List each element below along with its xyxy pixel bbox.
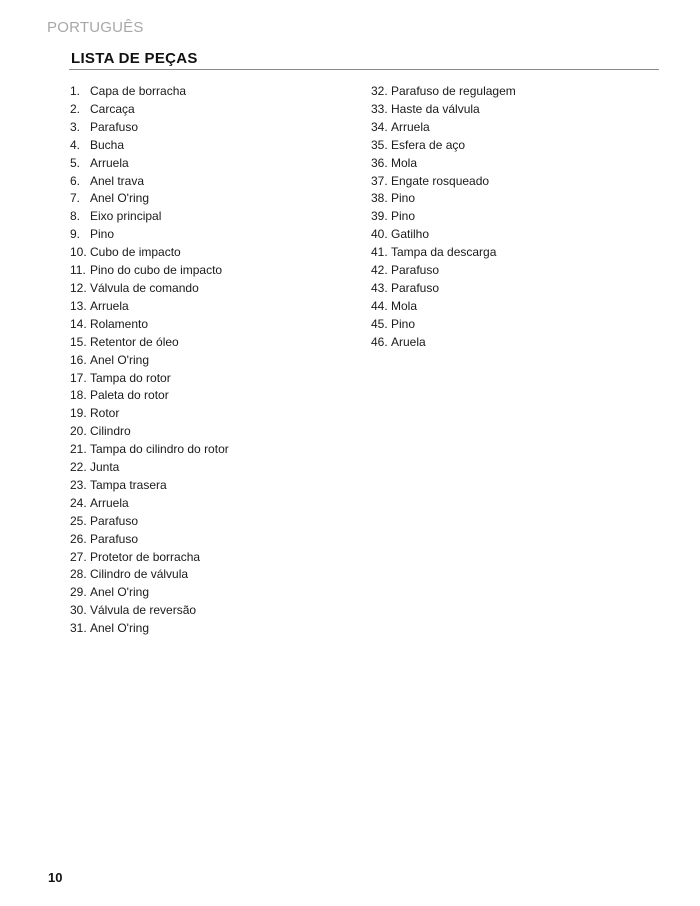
part-list-item	[70, 101, 350, 119]
part-number: 10.	[70, 245, 87, 260]
part-number: 6.	[70, 173, 81, 188]
part-number: 17.	[70, 370, 87, 385]
part-number: 43.	[371, 280, 388, 295]
part-list-item	[70, 137, 350, 155]
part-number: 46.	[371, 334, 388, 349]
part-list-item	[70, 477, 350, 495]
part-name: Arruela	[90, 495, 129, 510]
part-name: Engate rosqueado	[391, 173, 490, 188]
part-list-item	[371, 208, 651, 226]
part-name: Tampa trasera	[90, 477, 167, 492]
part-name: Anel O'ring	[90, 585, 149, 600]
part-number: 2.	[70, 101, 81, 116]
language-label: PORTUGUÊS	[47, 19, 144, 36]
part-list-item	[70, 370, 350, 388]
part-name: Pino	[391, 191, 416, 206]
part-list-item	[70, 262, 350, 280]
part-number: 16.	[70, 352, 87, 367]
part-number: 27.	[70, 549, 87, 564]
part-number: 24.	[70, 495, 87, 510]
part-number: 3.	[70, 119, 81, 134]
part-name: Pino	[90, 227, 115, 242]
part-number: 22.	[70, 460, 87, 475]
part-list-item	[70, 352, 350, 370]
part-list-item	[70, 620, 350, 638]
part-name: Mola	[391, 155, 418, 170]
part-number: 36.	[371, 155, 388, 170]
part-name: Parafuso	[90, 119, 139, 134]
part-name: Válvula de reversão	[90, 603, 197, 618]
part-number: 8.	[70, 209, 81, 224]
part-list-item	[70, 244, 350, 262]
part-list-item	[70, 316, 350, 334]
part-name: Pino	[391, 209, 416, 224]
part-number: 21.	[70, 442, 87, 457]
part-name: Gatilho	[391, 227, 430, 242]
part-list-item	[70, 584, 350, 602]
part-number: 42.	[371, 263, 388, 278]
part-number: 40.	[371, 227, 388, 242]
part-number: 35.	[371, 137, 388, 152]
part-number: 5.	[70, 155, 81, 170]
part-list-item	[70, 119, 350, 137]
part-name: Arruela	[391, 119, 430, 134]
part-name: Pino do cubo de impacto	[90, 263, 223, 278]
part-name: Parafuso	[391, 263, 440, 278]
part-name: Arruela	[90, 155, 129, 170]
part-list-item	[70, 441, 350, 459]
part-list-item	[70, 423, 350, 441]
part-number: 9.	[70, 227, 81, 242]
part-number: 38.	[371, 191, 388, 206]
part-list-item	[371, 334, 651, 352]
part-name: Anel O'ring	[90, 191, 149, 206]
part-list-item	[70, 190, 350, 208]
part-number: 39.	[371, 209, 388, 224]
part-number: 32.	[371, 84, 388, 98]
part-number: 26.	[70, 531, 87, 546]
part-name: Rolamento	[90, 316, 149, 331]
part-list-item	[70, 155, 350, 173]
part-list-item	[70, 513, 350, 531]
part-name: Parafuso	[90, 531, 139, 546]
part-number: 29.	[70, 585, 87, 600]
part-list-item	[371, 83, 651, 101]
part-list-item	[371, 226, 651, 244]
part-name: Bucha	[90, 137, 125, 152]
part-list-item	[371, 101, 651, 119]
part-list-item	[70, 566, 350, 584]
part-list-item	[70, 226, 350, 244]
part-name: Parafuso	[90, 513, 139, 528]
part-name: Junta	[90, 460, 120, 475]
part-number: 23.	[70, 477, 87, 492]
part-name: Capa de borracha	[90, 84, 187, 98]
part-name: Tampa da descarga	[391, 245, 497, 260]
part-number: 1.	[70, 84, 81, 98]
part-list-item	[371, 137, 651, 155]
part-name: Paleta do rotor	[90, 388, 169, 403]
part-number: 20.	[70, 424, 87, 439]
part-list-item	[70, 298, 350, 316]
part-name: Anel O'ring	[90, 621, 149, 636]
parts-list-right	[371, 83, 651, 352]
part-list-item	[70, 495, 350, 513]
part-number: 4.	[70, 137, 81, 152]
part-list-item	[371, 173, 651, 191]
section-title: LISTA DE PEÇAS	[71, 50, 198, 67]
part-list-item	[70, 459, 350, 477]
part-list-item	[70, 602, 350, 620]
part-number: 15.	[70, 334, 87, 349]
page-number: 10	[48, 870, 63, 885]
part-name: Mola	[391, 298, 418, 313]
part-name: Parafuso de regulagem	[391, 84, 516, 98]
part-list-item	[371, 316, 651, 334]
part-list-item	[70, 208, 350, 226]
part-number: 13.	[70, 298, 87, 313]
part-list-item	[371, 119, 651, 137]
part-number: 11.	[70, 263, 86, 278]
part-number: 37.	[371, 173, 388, 188]
part-name: Pino	[391, 316, 416, 331]
part-name: Anel trava	[90, 173, 145, 188]
part-number: 30.	[70, 603, 87, 618]
part-list-item	[70, 173, 350, 191]
part-list-item	[70, 387, 350, 405]
part-number: 41.	[371, 245, 388, 260]
part-list-item	[371, 244, 651, 262]
parts-list-left	[70, 83, 350, 638]
part-name: Anel O'ring	[90, 352, 149, 367]
part-name: Parafuso	[391, 280, 440, 295]
part-number: 14.	[70, 316, 87, 331]
part-number: 31.	[70, 621, 87, 636]
part-name: Cubo de impacto	[90, 245, 181, 260]
part-list-item	[70, 531, 350, 549]
part-name: Eixo principal	[90, 209, 162, 224]
part-name: Retentor de óleo	[90, 334, 179, 349]
part-name: Cilindro	[90, 424, 131, 439]
part-list-item	[70, 334, 350, 352]
part-list-item	[70, 405, 350, 423]
part-number: 18.	[70, 388, 87, 403]
part-name: Arruela	[90, 298, 129, 313]
part-name: Tampa do cilindro do rotor	[90, 442, 229, 457]
title-divider	[69, 69, 659, 70]
part-number: 28.	[70, 567, 87, 582]
part-list-item	[371, 298, 651, 316]
part-name: Cilindro de válvula	[90, 567, 189, 582]
part-number: 7.	[70, 191, 81, 206]
part-list-item	[371, 190, 651, 208]
part-number: 25.	[70, 513, 87, 528]
part-list-item	[70, 83, 350, 101]
part-name: Rotor	[90, 406, 120, 421]
part-number: 33.	[371, 101, 388, 116]
part-number: 19.	[70, 406, 87, 421]
part-number: 44.	[371, 298, 388, 313]
part-number: 34.	[371, 119, 388, 134]
part-list-item	[371, 155, 651, 173]
part-number: 12.	[70, 280, 87, 295]
part-name: Aruela	[391, 334, 426, 349]
part-name: Carcaça	[90, 101, 135, 116]
part-list-item	[70, 549, 350, 567]
part-name: Esfera de aço	[391, 137, 466, 152]
part-number: 45.	[371, 316, 388, 331]
part-list-item	[371, 280, 651, 298]
part-list-item	[70, 280, 350, 298]
part-name: Haste da válvula	[391, 101, 480, 116]
part-name: Tampa do rotor	[90, 370, 171, 385]
part-list-item	[371, 262, 651, 280]
part-name: Válvula de comando	[90, 280, 199, 295]
part-name: Protetor de borracha	[90, 549, 201, 564]
